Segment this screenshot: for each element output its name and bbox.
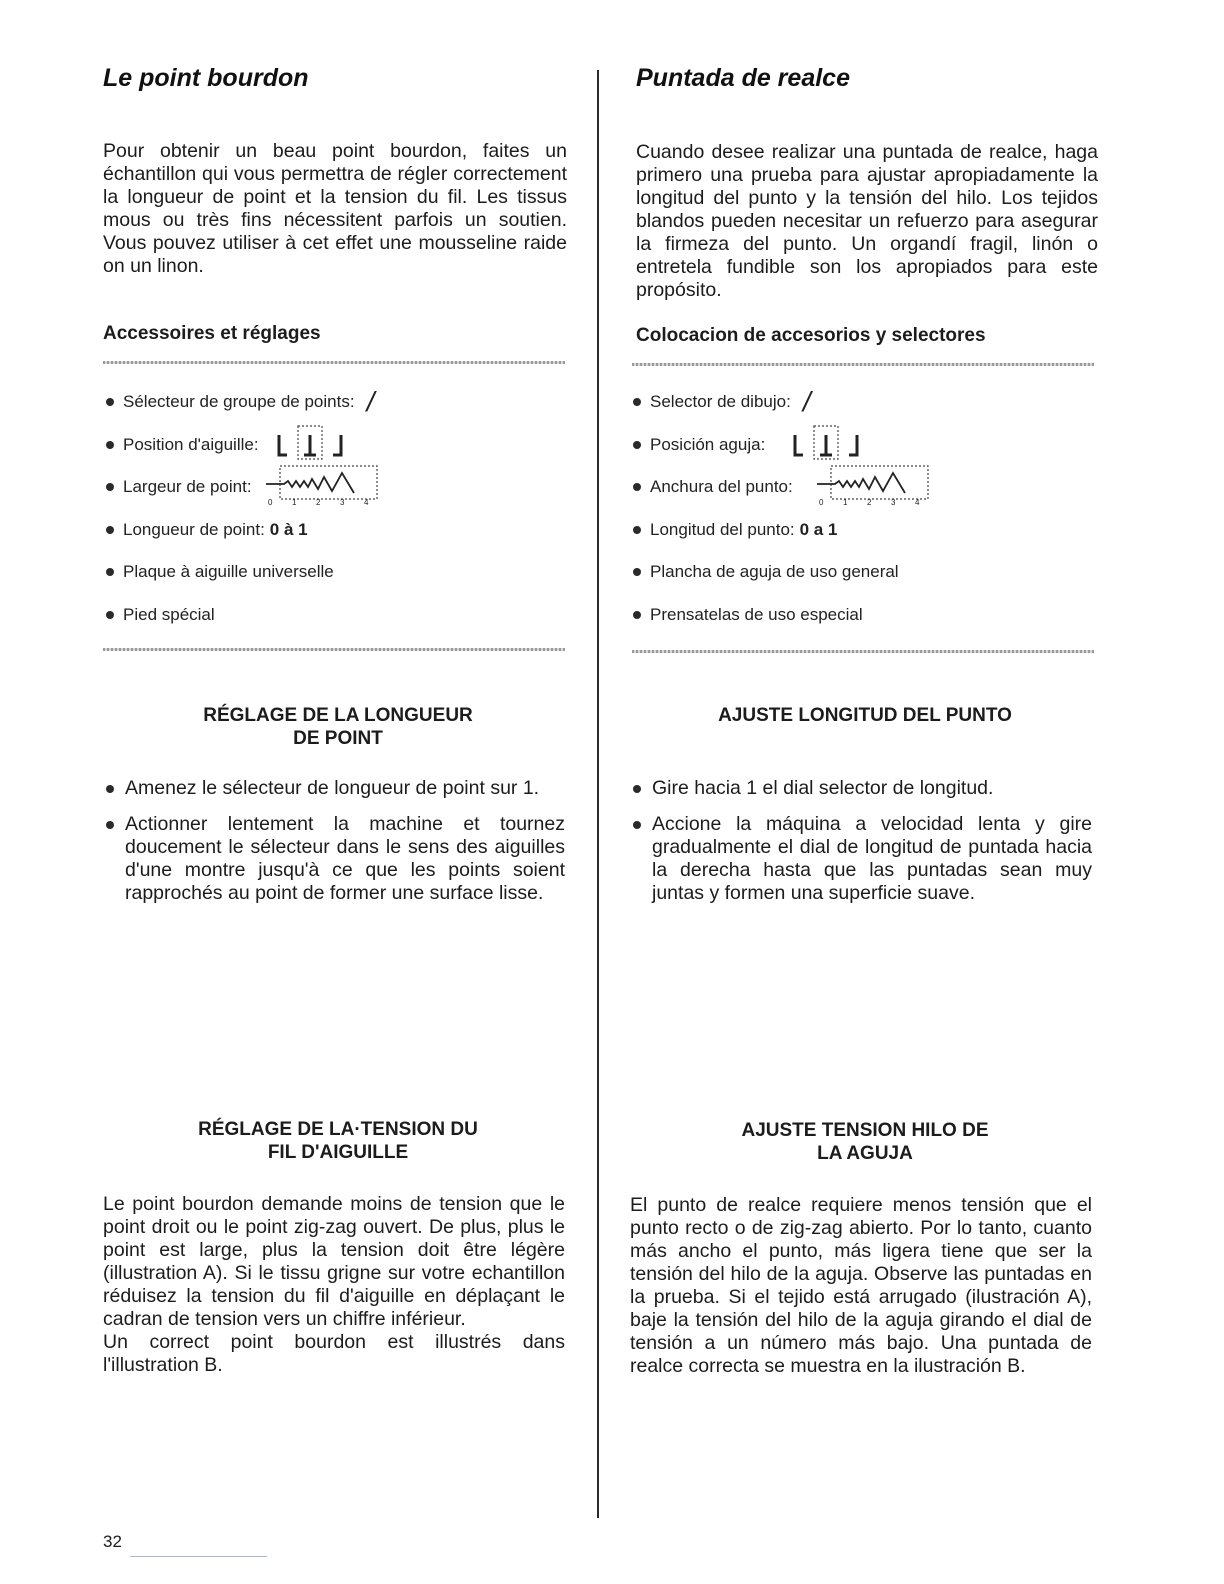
tension-text-es: El punto de realce requiere menos tensión que el punto recto o de zig-zag abierto. Por lo tanto, cuanto más ancho el punto, más ligera tiene que ser la tensión del hilo de la aguja. Observe las puntadas en la prueba. Si el tejido está arrugado (ilustración A), baje la tensión del hilo de la aguja girando el dial de tensión a un número más bajo. Una puntada de realce correcta se muestra en la ilustración B. (630, 1194, 1092, 1377)
rule-bottom-es (632, 650, 1094, 653)
length-heading-es: AJUSTE LONGITUD DEL PUNTO (718, 705, 1012, 726)
svg-text:0: 0 (818, 497, 824, 507)
svg-text:3: 3 (890, 497, 896, 507)
list-item: Longitud del punto: 0 a 1 (630, 509, 1100, 552)
svg-text:2: 2 (315, 497, 320, 507)
list-item: Posición aguja: (630, 424, 1100, 467)
stitch-width-icon (815, 463, 933, 512)
page-footer-line (130, 1556, 267, 1557)
svg-text:2: 2 (866, 497, 872, 507)
settings-list-es (630, 381, 1100, 636)
needle-position-icon (271, 423, 349, 466)
tension-heading-es: AJUSTE TENSION HILO DE LA AGUJA (741, 1120, 989, 1164)
page-title-es: Puntada de realce (636, 64, 850, 92)
rule-top-fr (103, 361, 565, 364)
length-steps-fr (103, 777, 565, 918)
intro-es: Cuando desee realizar una puntada de realce, haga primero una prueba para ajustar apropiadamente la longitud del punto y la tensión del hilo. Los tejidos blandos pueden necesitar un refuerzo para asegurar la firmeza del punto. Un organdí fragil, linón o entretela fundible son los apropiados para este propósito. (636, 141, 1098, 301)
list-item: Anchura del punto: 0 1 2 3 4 (630, 466, 1100, 509)
svg-text:4: 4 (363, 497, 368, 507)
list-item: Gire hacia 1 el dial selector de longitud. (630, 777, 1092, 800)
list-item: Sélecteur de groupe de points: / (103, 381, 573, 424)
svg-text:1: 1 (291, 497, 296, 507)
section-title-fr: Accessoires et réglages (103, 323, 321, 344)
list-item: Accione la máquina a velocidad lenta y gire gradualmente el dial de longitud de puntada hacia la derecha hasta que las puntadas sean muy juntas y formen una superficie suave. (630, 813, 1092, 905)
list-item: Selector de dibujo: / (630, 381, 1100, 424)
pattern-selector-symbol: / (802, 386, 811, 418)
list-item: Plaque à aiguille universelle (103, 551, 573, 594)
intro-fr: Pour obtenir un beau point bourdon, faites un échantillon qui vous permettra de régler correctement la longueur de point et la tension du fil. Les tissus mous ou très fins nécessitent parfois un soutien. Vous pouvez utiliser à cet effet une mousseline raide on un linon. (103, 140, 567, 277)
list-item: Plancha de aguja de uso general (630, 551, 1100, 594)
column-divider (597, 70, 599, 1518)
list-item: Actionner lentement la machine et tournez doucement le sélecteur dans le sens des aiguilles d'une montre jusqu'à ce que les points soient rapprochés au point de former une surface lisse. (103, 813, 565, 905)
length-heading-fr: RÉGLAGE DE LA LONGUEUR DE POINT (203, 705, 473, 749)
list-item: Longueur de point: 0 à 1 (103, 509, 573, 552)
svg-text:3: 3 (339, 497, 344, 507)
rule-bottom-fr (103, 648, 565, 651)
svg-text:4: 4 (914, 497, 920, 507)
stitch-group-symbol: / (366, 386, 375, 418)
settings-list-fr (103, 381, 573, 636)
list-item: Pied spécial (103, 594, 573, 637)
stitch-width-icon (264, 463, 382, 512)
list-item: Largeur de point: 0 1 2 3 4 (103, 466, 573, 509)
tension-heading-fr: RÉGLAGE DE LA·TENSION DU FIL D'AIGUILLE (198, 1119, 478, 1163)
list-item: Position d'aiguille: (103, 424, 573, 467)
section-title-es: Colocacion de accesorios y selectores (636, 325, 986, 346)
length-steps-es (630, 777, 1092, 918)
needle-position-icon (787, 423, 865, 466)
svg-text:0: 0 (267, 497, 272, 507)
list-item: Prensatelas de uso especial (630, 594, 1100, 637)
list-item: Amenez le sélecteur de longueur de point sur 1. (103, 777, 565, 800)
tension-text-fr: Le point bourdon demande moins de tension que le point droit ou le point zig-zag ouvert. De plus, plus le point est large, plus la tension doit être légère (illustration A). Si le tissu grigne sur votre echantillon réduisez la tension du fil d'aiguille en déplaçant le cadran de tension vers un chiffre inférieur. Un correct point bourdon est illustrés dans l'illustration B. (103, 1193, 565, 1376)
rule-top-es (632, 363, 1094, 366)
page-number: 32 (103, 1532, 122, 1551)
page-title-fr: Le point bourdon (103, 64, 309, 92)
stitch-length-value: 0 a 1 (799, 519, 838, 539)
svg-text:1: 1 (842, 497, 848, 507)
stitch-length-value: 0 à 1 (269, 519, 308, 539)
